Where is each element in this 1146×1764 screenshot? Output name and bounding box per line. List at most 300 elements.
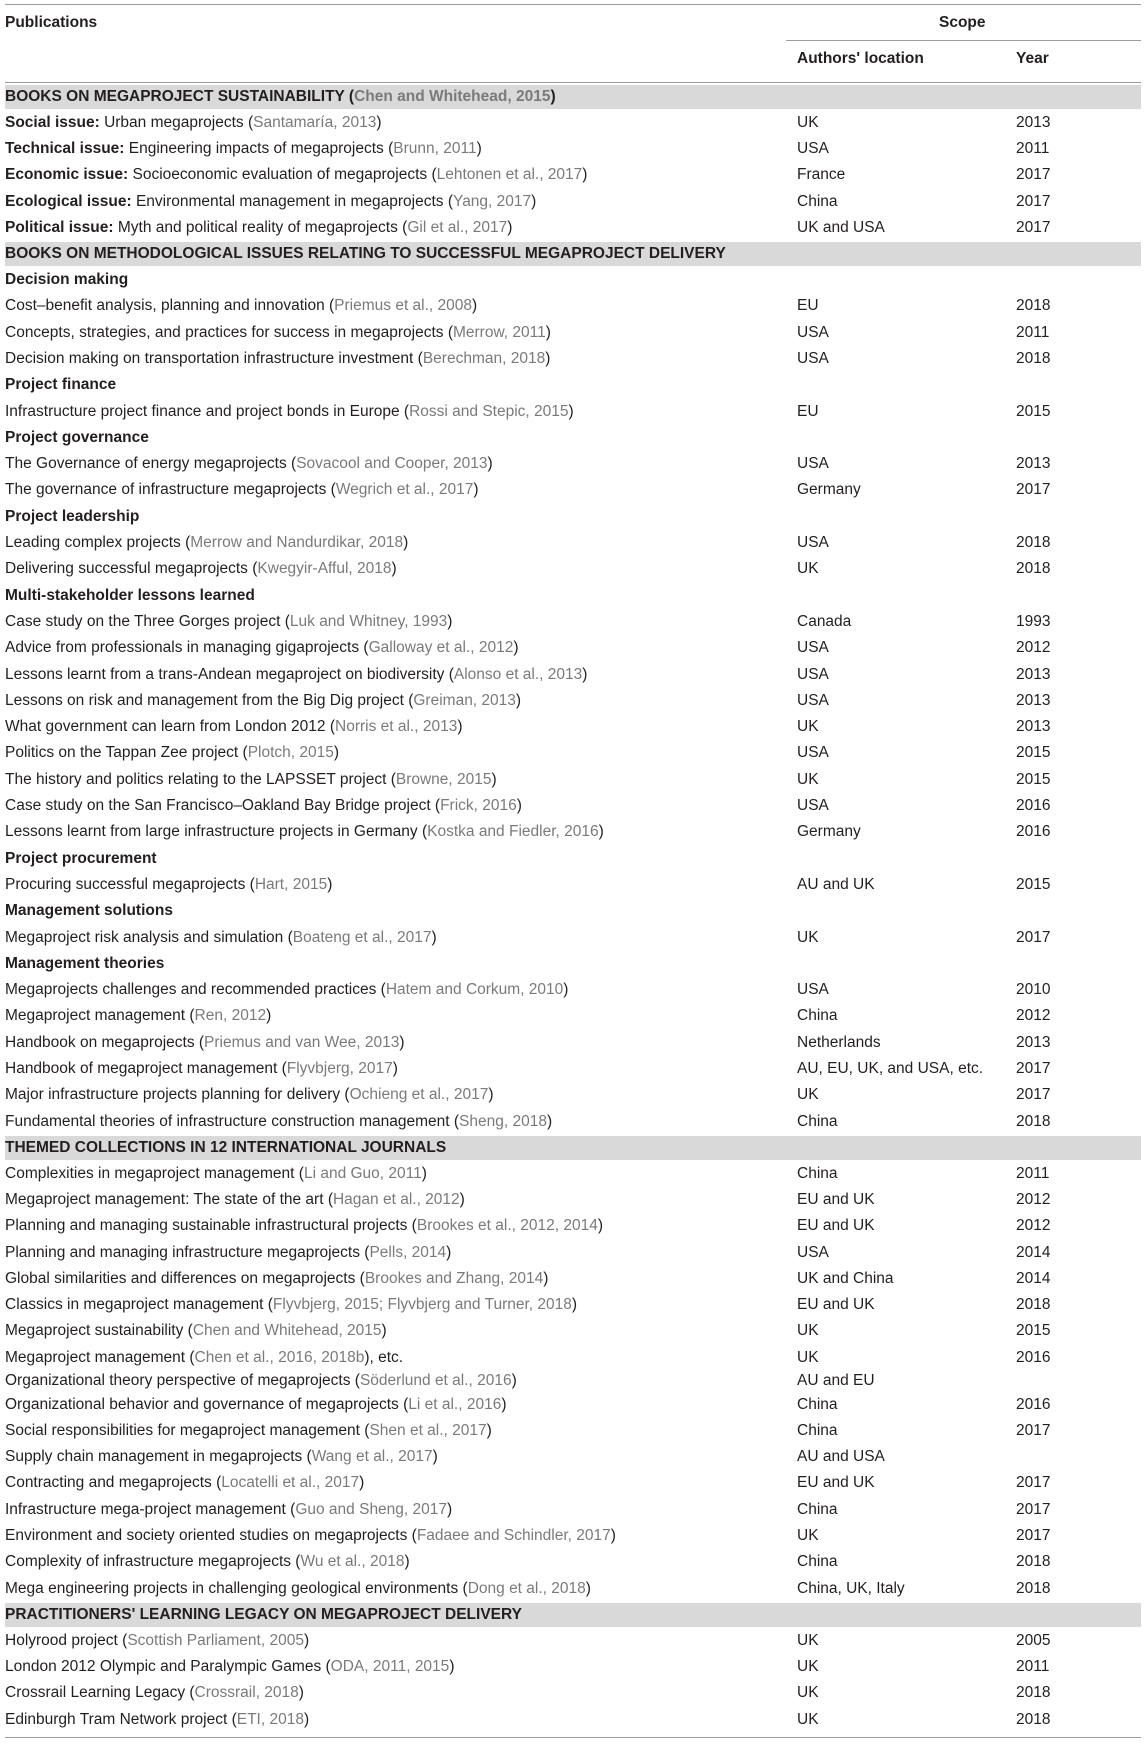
publication-text: Mega engineering projects in challenging geological environments (	[5, 1579, 468, 1597]
table-row	[5, 1003, 1141, 1029]
publication-cell	[5, 242, 726, 266]
authors-location-cell: UK	[797, 718, 819, 736]
publication-text: )	[597, 1217, 603, 1235]
publication-cell	[5, 767, 497, 793]
table-row	[5, 189, 1141, 215]
year-cell: 2013	[1016, 665, 1051, 683]
publication-cell	[5, 320, 551, 346]
authors-location-cell: China	[797, 1421, 838, 1439]
publication-cell	[5, 1161, 427, 1187]
publication-cell	[5, 1628, 309, 1654]
publication-cell	[5, 1187, 465, 1213]
publication-text: )	[473, 481, 479, 499]
publication-text: Lessons learnt from large infrastructure projects in Germany (	[5, 823, 428, 841]
citation-text: Hagan et al., 2012	[332, 1190, 460, 1208]
publication-text: )	[449, 1658, 455, 1676]
publication-cell	[5, 977, 568, 1003]
publication-text: Concepts, strategies, and practices for success in megaprojects (	[5, 323, 453, 341]
citation-text: Flyvbjerg, 2017	[286, 1059, 393, 1077]
table-row	[5, 1523, 1141, 1549]
publication-text: Management theories	[5, 954, 165, 972]
publication-cell	[5, 1523, 616, 1549]
publication-text: Decision making	[5, 271, 129, 289]
publication-text: Infrastructure mega-project management (	[5, 1500, 296, 1518]
citation-text: Merrow, 2011	[452, 323, 546, 341]
citation-text: Priemus and van Wee, 2013	[204, 1033, 400, 1051]
publication-text: Project governance	[5, 428, 149, 446]
citation-text: Browne, 2015	[395, 770, 492, 788]
publication-cell	[5, 1654, 454, 1680]
publication-text: Management solutions	[5, 902, 173, 920]
publication-text: )	[404, 1553, 410, 1571]
publication-text: Procuring successful megaprojects (	[5, 875, 255, 893]
publication-cell	[5, 267, 128, 293]
bottom-rule	[5, 1737, 1141, 1738]
citation-text: Norris et al., 2013	[335, 718, 458, 736]
publication-cell	[5, 556, 397, 582]
publication-text: Global similarities and differences on megaprojects (	[5, 1269, 365, 1287]
table-row	[5, 110, 1141, 136]
publication-text: BOOKS ON MEGAPROJECT SUSTAINABILITY (	[5, 88, 355, 105]
publication-cell	[5, 1470, 364, 1496]
year-cell: 2017	[1016, 928, 1051, 946]
authors-location-cell: UK	[797, 1322, 819, 1340]
year-cell: 2017	[1016, 1421, 1051, 1439]
publication-text: )	[546, 1112, 553, 1130]
publication-text: )	[381, 1322, 387, 1340]
citation-text: Kostka and Fiedler, 2016	[427, 823, 599, 841]
year-cell: 2015	[1016, 744, 1051, 762]
authors-location-cell: EU and UK	[797, 1217, 875, 1235]
table-row	[5, 662, 1141, 688]
authors-location-cell: USA	[797, 665, 829, 683]
publication-text: )	[376, 113, 382, 131]
citation-text: Li et al., 2016	[408, 1395, 502, 1413]
publication-text: Decision making on transportation infrastructure investment (	[5, 349, 423, 367]
table-row	[5, 609, 1141, 635]
publication-text: The history and politics relating to the LAPSSET project (	[5, 770, 396, 788]
authors-location-cell: UK	[797, 560, 819, 578]
publication-text: Organizational behavior and governance of megaprojects (	[5, 1395, 409, 1413]
table-row	[5, 293, 1141, 319]
publication-cell	[5, 1497, 452, 1523]
authors-location-cell: UK	[797, 1348, 819, 1366]
publication-text: )	[550, 88, 556, 105]
publication-cell	[5, 162, 587, 188]
year-cell: 2012	[1016, 639, 1051, 657]
citation-text: Brookes et al., 2012, 2014	[416, 1217, 598, 1235]
table-row	[5, 1576, 1141, 1602]
publication-cell	[5, 1240, 451, 1266]
citation-text: Ochieng et al., 2017	[349, 1086, 489, 1104]
year-cell: 2017	[1016, 1059, 1051, 1077]
table-row	[5, 1082, 1141, 1108]
year-cell: 2011	[1016, 1164, 1050, 1182]
publication-text: Technical issue:	[5, 140, 125, 158]
publication-cell	[5, 85, 556, 109]
year-cell: 2011	[1016, 323, 1050, 341]
publication-text: )	[392, 1059, 398, 1077]
publication-cell	[5, 1549, 410, 1575]
publication-text: Project leadership	[5, 507, 140, 525]
publication-cell	[5, 1392, 507, 1418]
publication-cell	[5, 1109, 552, 1135]
table-row	[5, 793, 1141, 819]
publication-text: Holyrood project (	[5, 1631, 128, 1649]
publication-cell	[5, 662, 587, 688]
publication-text: Politics on the Tappan Zee project (	[5, 744, 248, 762]
publication-text: Planning and managing infrastructure megaprojects (	[5, 1243, 370, 1261]
publication-text: )	[543, 1269, 549, 1287]
citation-text: Dong et al., 2018	[467, 1579, 586, 1597]
year-cell: 2013	[1016, 718, 1051, 736]
publication-text: Major infrastructure projects planning for delivery (	[5, 1086, 350, 1104]
authors-location-cell: UK	[797, 1684, 819, 1702]
publication-cell	[5, 215, 512, 241]
publication-text: Advice from professionals in managing gigaprojects (	[5, 639, 369, 657]
citation-text: Crossrail, 2018	[194, 1684, 299, 1702]
publication-cell	[5, 925, 437, 951]
year-cell: 2017	[1016, 1527, 1051, 1545]
year-cell: 2013	[1016, 691, 1051, 709]
year-cell: 2010	[1016, 981, 1051, 999]
scope-rule	[786, 40, 1141, 41]
citation-text: Yang, 2017	[453, 192, 532, 210]
table-row	[5, 1345, 1141, 1371]
year-cell: 2016	[1016, 823, 1051, 841]
table-row	[5, 977, 1141, 1003]
publication-text: London 2012 Olympic and Paralympic Games (	[5, 1658, 331, 1676]
citation-text: Locatelli et al., 2017	[221, 1474, 360, 1492]
publication-text: )	[327, 875, 333, 893]
publication-cell	[5, 346, 550, 372]
table-row	[5, 1109, 1141, 1135]
publication-text: )	[515, 691, 522, 709]
authors-location-cell: Germany	[797, 823, 861, 841]
table-row	[5, 1654, 1141, 1680]
subheading-row	[5, 951, 1141, 977]
publication-text: Lessons learnt from a trans-Andean megaproject on biodiversity (	[5, 665, 454, 683]
authors-location-cell: USA	[797, 1243, 829, 1261]
year-cell: 2016	[1016, 797, 1051, 815]
publication-text: BOOKS ON METHODOLOGICAL ISSUES RELATING TO SUCCESSFUL MEGAPROJECT DELIVERY	[5, 245, 726, 263]
publication-cell	[5, 1444, 438, 1470]
citation-text: Li and Guo, 2011	[303, 1164, 422, 1182]
publication-text: )	[391, 560, 397, 578]
year-cell: 2012	[1016, 1007, 1051, 1025]
table-body	[5, 85, 1141, 1733]
citation-text: Ren, 2012	[194, 1007, 267, 1025]
publication-text: Megaproject risk analysis and simulation (	[5, 928, 293, 946]
publication-text: )	[333, 744, 340, 762]
publication-text: Edinburgh Tram Network project (	[5, 1710, 237, 1728]
section-row	[5, 1136, 1141, 1160]
publication-text: Supply chain management in megaprojects (	[5, 1448, 312, 1466]
subheading-row	[5, 583, 1141, 609]
year-cell: 2016	[1016, 1395, 1051, 1413]
citation-text: Hart, 2015	[254, 875, 328, 893]
citation-text: Plotch, 2015	[247, 744, 334, 762]
citation-text: Guo and Sheng, 2017	[295, 1500, 448, 1518]
authors-location-cell: USA	[797, 455, 829, 473]
year-cell: 2015	[1016, 875, 1051, 893]
year-cell: 2018	[1016, 1710, 1051, 1728]
table-row	[5, 1444, 1141, 1470]
publication-cell	[5, 1082, 494, 1108]
publication-text: )	[266, 1007, 272, 1025]
publication-text: Handbook on megaprojects (	[5, 1033, 205, 1051]
year-cell: 2018	[1016, 1112, 1051, 1130]
publication-text: )	[545, 323, 551, 341]
year-cell: 2018	[1016, 1553, 1051, 1571]
authors-location-cell: China	[797, 192, 838, 210]
publication-text: The Governance of energy megaprojects (	[5, 455, 297, 473]
year-cell: 2018	[1016, 534, 1051, 552]
year-cell: 2017	[1016, 1086, 1051, 1104]
citation-text: Fadaee and Schindler, 2017	[416, 1527, 611, 1545]
publication-text: )	[568, 402, 574, 420]
publication-cell	[5, 1003, 271, 1029]
table-row	[5, 740, 1141, 766]
publication-text: THEMED COLLECTIONS IN 12 INTERNATIONAL JOURNALS	[5, 1138, 447, 1156]
year-cell: 2018	[1016, 349, 1051, 367]
citation-text: Priemus et al., 2008	[334, 297, 473, 315]
publication-text: )	[501, 1395, 507, 1413]
publication-text: )	[488, 1086, 494, 1104]
publication-cell	[5, 504, 139, 530]
table-row	[5, 1628, 1141, 1654]
table-row	[5, 1213, 1141, 1239]
publication-text: )	[476, 140, 482, 158]
authors-location-cell: USA	[797, 691, 829, 709]
publication-text: Urban megaprojects (	[99, 113, 254, 131]
table-row	[5, 477, 1141, 503]
section-row	[5, 1603, 1141, 1627]
year-cell: 2018	[1016, 1579, 1051, 1597]
citation-text: Berechman, 2018	[422, 349, 546, 367]
subheading-row	[5, 504, 1141, 530]
citation-text: Luk and Whitney, 1993	[289, 612, 448, 630]
section-row	[5, 242, 1141, 266]
authors-location-cell: USA	[797, 744, 829, 762]
citation-text: Hatem and Corkum, 2010	[385, 981, 564, 999]
header-scope: Scope	[939, 14, 986, 31]
publication-text: Complexity of infrastructure megaprojects (	[5, 1553, 301, 1571]
publication-text: What government can learn from London 2012 (	[5, 718, 335, 736]
header-publications: Publications	[5, 14, 98, 31]
citation-text: Galloway et al., 2012	[368, 639, 514, 657]
publication-text: )	[486, 1421, 492, 1439]
citation-text: Chen et al., 2016, 2018b	[194, 1348, 365, 1366]
publication-cell	[5, 372, 116, 398]
publication-text: Project finance	[5, 376, 117, 394]
publication-cell	[5, 1136, 446, 1160]
publication-text: )	[545, 349, 551, 367]
publication-text: Ecological issue:	[5, 192, 132, 210]
authors-location-cell: UK and China	[797, 1269, 894, 1287]
table-row	[5, 1030, 1141, 1056]
authors-location-cell: China	[797, 1112, 838, 1130]
table-row	[5, 215, 1141, 241]
publication-text: )	[585, 1579, 591, 1597]
publication-text: )	[582, 665, 588, 683]
year-cell: 2012	[1016, 1190, 1051, 1208]
authors-location-cell: USA	[797, 140, 829, 158]
publication-text: Megaprojects challenges and recommended practices (	[5, 981, 386, 999]
publication-text: )	[610, 1527, 616, 1545]
authors-location-cell: China	[797, 1395, 838, 1413]
publication-cell	[5, 1056, 398, 1082]
citation-text: Flyvbjerg, 2015; Flyvbjerg and Turner, 2018	[272, 1296, 572, 1314]
table-row	[5, 1240, 1141, 1266]
authors-location-cell: EU	[797, 297, 819, 315]
authors-location-cell: France	[797, 166, 846, 184]
year-cell: 2017	[1016, 192, 1051, 210]
publication-text: Myth and political reality of megaprojects (	[113, 218, 408, 236]
publication-cell	[5, 293, 477, 319]
table-row	[5, 1371, 1141, 1392]
publication-text: )	[359, 1474, 365, 1492]
citation-text: Frick, 2016	[440, 797, 517, 815]
authors-location-cell: EU and UK	[797, 1296, 875, 1314]
year-cell: 2018	[1016, 1684, 1051, 1702]
subheading-row	[5, 267, 1141, 293]
table-row	[5, 1707, 1141, 1733]
publication-text: )	[446, 1243, 452, 1261]
authors-location-cell: China	[797, 1553, 838, 1571]
authors-location-cell: Germany	[797, 481, 861, 499]
citation-text: Shen et al., 2017	[369, 1421, 487, 1439]
authors-location-cell: USA	[797, 797, 829, 815]
publication-cell	[5, 1707, 309, 1733]
year-cell: 2017	[1016, 1500, 1051, 1518]
publication-cell	[5, 1371, 517, 1392]
publication-text: )	[571, 1296, 578, 1314]
year-cell: 2016	[1016, 1348, 1051, 1366]
year-cell: 2017	[1016, 481, 1051, 499]
year-cell: 1993	[1016, 612, 1051, 630]
publication-text: )	[563, 981, 569, 999]
publication-text: )	[447, 612, 453, 630]
table-row	[5, 1187, 1141, 1213]
publication-text: Complexities in megaproject management (	[5, 1164, 304, 1182]
publication-text: )	[447, 1500, 453, 1518]
publication-text: Lessons on risk and management from the Big Dig project (	[5, 691, 414, 709]
table-row	[5, 767, 1141, 793]
authors-location-cell: AU and EU	[797, 1372, 875, 1390]
publication-text: Classics in megaproject management (	[5, 1296, 273, 1314]
publication-cell	[5, 1680, 304, 1706]
publication-text: Crossrail Learning Legacy (	[5, 1684, 195, 1702]
authors-location-cell: UK	[797, 1527, 819, 1545]
year-cell: 2015	[1016, 770, 1051, 788]
table-row	[5, 556, 1141, 582]
year-cell: 2011	[1016, 1658, 1050, 1676]
year-cell: 2018	[1016, 297, 1051, 315]
table-row	[5, 819, 1141, 845]
publication-text: Project procurement	[5, 849, 157, 867]
section-row	[5, 85, 1141, 109]
citation-text: Santamaría, 2013	[253, 113, 377, 131]
header-year: Year	[1016, 50, 1049, 67]
publication-cell	[5, 688, 521, 714]
year-cell: 2018	[1016, 560, 1051, 578]
publication-text: Infrastructure project finance and project bonds in Europe (	[5, 402, 410, 420]
year-cell: 2012	[1016, 1217, 1051, 1235]
header-rule	[5, 82, 1141, 83]
publication-text: Economic issue:	[5, 166, 129, 184]
citation-text: Wu et al., 2018	[300, 1553, 405, 1571]
citation-text: Lehtonen et al., 2017	[436, 166, 583, 184]
publication-text: )	[507, 218, 513, 236]
publication-text: )	[303, 1710, 310, 1728]
year-cell: 2011	[1016, 140, 1050, 158]
citation-text: Wegrich et al., 2017	[335, 481, 474, 499]
citation-text: Brookes and Zhang, 2014	[364, 1269, 544, 1287]
table-row	[5, 451, 1141, 477]
citation-text: Chen and Whitehead, 2015	[354, 88, 551, 105]
publication-text: ), etc.	[364, 1348, 404, 1366]
table-row	[5, 136, 1141, 162]
table-row	[5, 1392, 1141, 1418]
publication-text: Social responsibilities for megaproject management (	[5, 1421, 370, 1439]
publication-cell	[5, 1345, 403, 1371]
publication-cell	[5, 189, 536, 215]
citation-text: Rossi and Stepic, 2015	[409, 402, 569, 420]
table-header	[5, 0, 1141, 84]
authors-location-cell: China, UK, Italy	[797, 1579, 905, 1597]
publication-cell	[5, 609, 452, 635]
publication-cell	[5, 1292, 577, 1318]
publication-cell	[5, 793, 522, 819]
year-cell: 2015	[1016, 402, 1051, 420]
table-row	[5, 872, 1141, 898]
publication-cell	[5, 714, 463, 740]
citation-text: Sheng, 2018	[459, 1112, 547, 1130]
publication-text: )	[582, 166, 588, 184]
table-row	[5, 714, 1141, 740]
authors-location-cell: UK	[797, 113, 819, 131]
publication-text: )	[516, 797, 522, 815]
citation-text: Pells, 2014	[369, 1243, 447, 1261]
authors-location-cell: UK	[797, 1086, 819, 1104]
publication-cell	[5, 819, 604, 845]
citation-text: Boateng et al., 2017	[292, 928, 432, 946]
publication-text: Leading complex projects (	[5, 534, 191, 552]
authors-location-cell: UK	[797, 1710, 819, 1728]
table-row	[5, 1161, 1141, 1187]
publication-text: )	[457, 718, 463, 736]
table-row	[5, 688, 1141, 714]
table-row	[5, 1497, 1141, 1523]
table-row	[5, 635, 1141, 661]
publication-text: )	[487, 455, 493, 473]
year-cell: 2017	[1016, 166, 1051, 184]
table-row	[5, 1266, 1141, 1292]
publication-text: Cost–benefit analysis, planning and innovation (	[5, 297, 335, 315]
publication-text: Fundamental theories of infrastructure construction management (	[5, 1112, 460, 1130]
citation-text: ETI, 2018	[236, 1710, 304, 1728]
authors-location-cell: China	[797, 1164, 838, 1182]
publication-text: )	[432, 1448, 438, 1466]
authors-location-cell: EU and UK	[797, 1474, 875, 1492]
publication-cell	[5, 1213, 603, 1239]
citation-text: Chen and Whitehead, 2015	[192, 1322, 382, 1340]
publication-text: Megaproject sustainability (	[5, 1322, 193, 1340]
publication-text: Contracting and megaprojects (	[5, 1474, 222, 1492]
top-rule	[5, 4, 1141, 5]
publication-text: )	[403, 534, 409, 552]
